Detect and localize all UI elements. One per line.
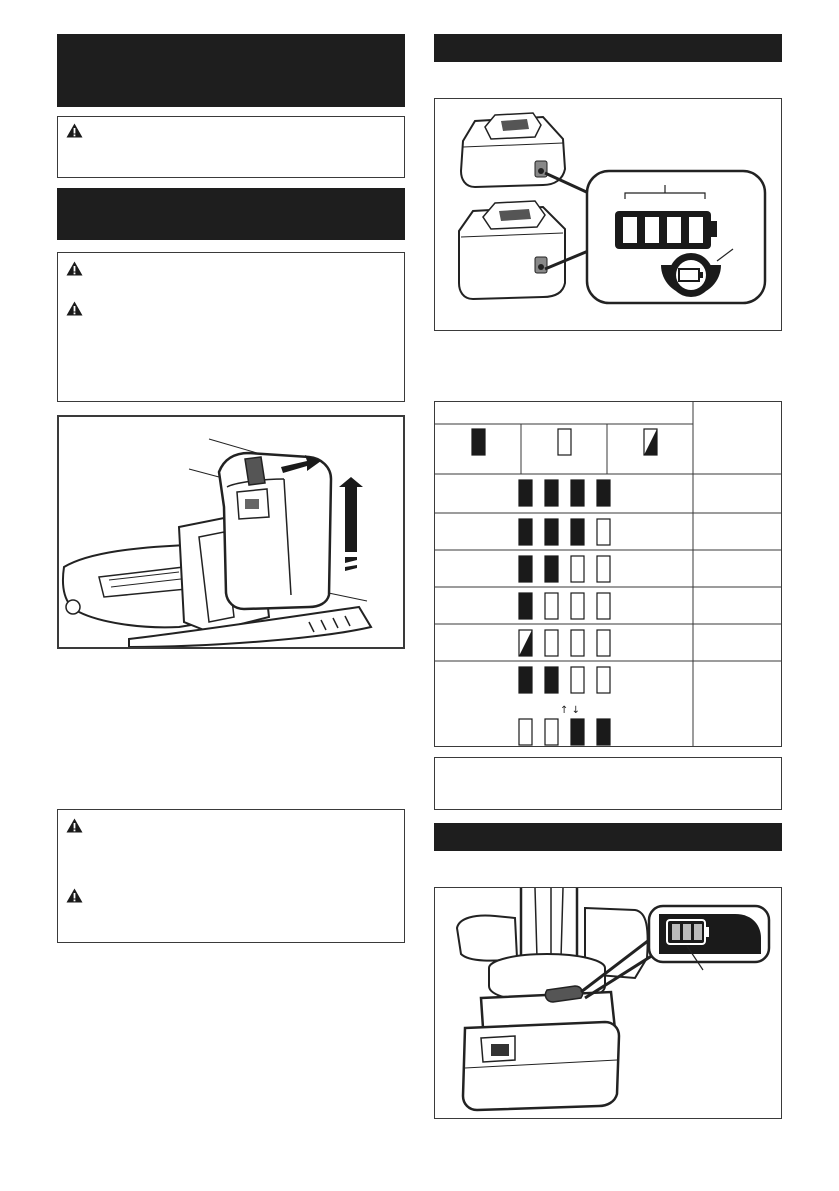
- indicator-lamp: [571, 556, 584, 582]
- indicator-lamp: [545, 667, 558, 693]
- indicator-lamp: [571, 519, 584, 545]
- indicator-lamp: [519, 480, 532, 506]
- battery-indicator-figure: [434, 98, 782, 331]
- battery-removal-figure: [57, 415, 405, 649]
- note-box: [434, 757, 782, 810]
- legend-lamp-blinking: [644, 429, 657, 455]
- legend-lamp-off: [558, 429, 571, 455]
- indicator-lamp: [545, 519, 558, 545]
- battery-removal-illustration: [59, 417, 403, 647]
- indicator-lamp-table-grid: [435, 402, 781, 746]
- indicator-lamp: [597, 593, 610, 619]
- indicator-lamp-table: [434, 401, 782, 747]
- indicator-lamp-alternate: [571, 719, 584, 745]
- warning-triangle-icon: [66, 123, 83, 138]
- legend-lamp-lit: [472, 429, 485, 455]
- tool-indicator-figure: [434, 887, 782, 1119]
- indicator-lamp: [571, 480, 584, 506]
- indicator-lamp: [519, 519, 532, 545]
- indicator-lamp: [545, 556, 558, 582]
- warning-box-1: [57, 116, 405, 178]
- warning-triangle-icon: [66, 818, 83, 833]
- indicator-lamp: [571, 630, 584, 656]
- warning-box-2: [57, 252, 405, 402]
- indicator-lamp-alternate: [519, 719, 532, 745]
- indicator-lamp: [597, 556, 610, 582]
- section-header-bar-3: [434, 34, 782, 62]
- warning-triangle-icon: [66, 888, 83, 903]
- section-header-bar-2: [57, 188, 405, 240]
- warning-box-3: [57, 809, 405, 943]
- indicator-lamp-alternate: [597, 719, 610, 745]
- indicator-lamp: [519, 667, 532, 693]
- indicator-lamp: [545, 630, 558, 656]
- indicator-lamp: [597, 667, 610, 693]
- alternating-arrows: ↑ ↓: [560, 705, 580, 716]
- indicator-lamp: [571, 593, 584, 619]
- indicator-lamp: [519, 630, 532, 656]
- warning-triangle-icon: [66, 261, 83, 276]
- indicator-lamp-alternate: [545, 719, 558, 745]
- section-header-bar-4: [434, 823, 782, 851]
- battery-indicator-illustration: [435, 99, 781, 330]
- indicator-lamp: [597, 519, 610, 545]
- indicator-lamp: [519, 593, 532, 619]
- indicator-lamp: [519, 556, 532, 582]
- indicator-lamp: [545, 593, 558, 619]
- indicator-lamp: [545, 480, 558, 506]
- indicator-lamp: [571, 667, 584, 693]
- indicator-lamp: [597, 480, 610, 506]
- section-header-bar-1: [57, 34, 405, 107]
- indicator-lamp: [597, 630, 610, 656]
- warning-triangle-icon: [66, 301, 83, 316]
- tool-indicator-illustration: [435, 888, 781, 1118]
